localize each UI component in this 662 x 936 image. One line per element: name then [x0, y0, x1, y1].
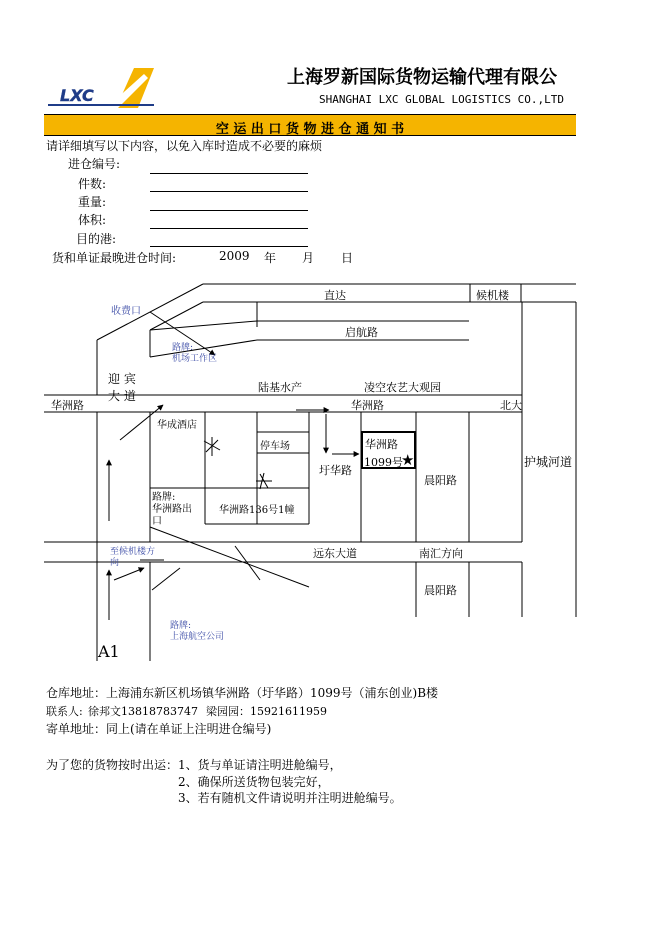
dest-label: 目的港:	[76, 232, 117, 246]
company-name-en: SHANGHAI LXC GLOBAL LOGISTICS CO.,LTD	[319, 93, 565, 106]
sign-exit-2: 华洲路出	[152, 504, 192, 515]
label-to-terminal-2: 向	[110, 558, 120, 568]
sign-shanghai-air-1: 路牌:	[170, 621, 192, 631]
sign-airport-area-1: 路牌:	[172, 343, 194, 353]
warehouse-address: 仓库地址：上海浦东新区机场镇华洲路（圩华路）1099号（浦东创业)B楼	[46, 686, 439, 700]
deadline-year: 2009	[219, 249, 250, 263]
label-to-terminal-1: 至候机楼方	[110, 547, 156, 557]
sign-exit-3: 口	[152, 516, 162, 527]
label-addr-136: 华洲路136号1幢	[219, 505, 295, 516]
deadline-year-unit: 年	[264, 251, 277, 265]
mailing-address: 寄单地址：同上(请在单证上注明进仓编号)	[46, 722, 272, 736]
label-dest-no: 1099号	[364, 456, 403, 469]
label-yuhualu: 圩华路	[319, 464, 352, 477]
deadline-month-unit: 月	[302, 251, 315, 265]
label-shoufeikou: 收费口	[111, 306, 141, 317]
label-a1: A1	[98, 642, 120, 661]
label-parking: 停车场	[260, 441, 290, 452]
label-chenyanglu-2: 晨阳路	[424, 584, 457, 597]
note-line-3: 3、若有随机文件请说明并注明进舱编号。	[178, 791, 402, 805]
sign-airport-area-2: 机场工作区	[172, 354, 218, 364]
label-huacheng-hotel: 华成酒店	[157, 420, 197, 431]
banner-title: 空 运 出 口 货 物 进 仓 通 知 书	[215, 122, 405, 137]
volume-label: 体积:	[78, 213, 107, 227]
label-huazhoulu-left: 华洲路	[51, 399, 84, 412]
label-chenyanglu-1: 晨阳路	[424, 474, 457, 487]
label-lujishuichan: 陆基水产	[258, 381, 302, 394]
note-line-2: 2、确保所送货物包装完好，	[178, 775, 330, 789]
label-huchenghedao: 护城河道	[524, 455, 573, 469]
label-qihanglu: 启航路	[345, 326, 378, 339]
destination-star-icon: ★	[401, 451, 415, 469]
company-name-cn: 上海罗新国际货物运输代理有限公	[287, 67, 557, 88]
contact-label: 联系人:	[46, 705, 83, 718]
deadline-label: 货和单证最晚进仓时间:	[52, 251, 177, 265]
label-zhida: 直达	[324, 289, 346, 302]
contact-2: 梁园园：15921611959	[206, 705, 327, 718]
sign-shanghai-air-2: 上海航空公司	[170, 632, 225, 642]
form-intro: 请详细填写以下内容，以免入库时造成不必要的麻烦	[46, 139, 323, 153]
route-arrow-icon	[114, 568, 144, 580]
entry-no-label: 进仓编号:	[68, 157, 121, 171]
weight-label: 重量:	[78, 195, 107, 209]
label-houjilou: 候机楼	[476, 289, 509, 302]
sign-exit-1: 路牌:	[152, 492, 176, 503]
label-nanhui: 南汇方向	[419, 547, 463, 560]
contact-1: 徐邦文13818783747	[88, 705, 198, 718]
label-lingkong: 凌空农艺大观园	[364, 381, 441, 394]
deadline-day-unit: 日	[341, 251, 354, 265]
pieces-label: 件数:	[78, 177, 107, 191]
label-yingbin-2: 大 道	[108, 389, 136, 403]
label-yingbin-1: 迎 宾	[108, 372, 136, 386]
label-huazhoulu-mid: 华洲路	[351, 399, 384, 412]
label-yuandong: 远东大道	[313, 547, 357, 560]
note-line-1: 为了您的货物按时出运：1、货与单证请注明进舱编号，	[46, 758, 342, 772]
label-beida: 北大	[500, 399, 522, 412]
label-dest-road: 华洲路	[365, 438, 398, 451]
logo-text: LXC	[60, 86, 94, 105]
